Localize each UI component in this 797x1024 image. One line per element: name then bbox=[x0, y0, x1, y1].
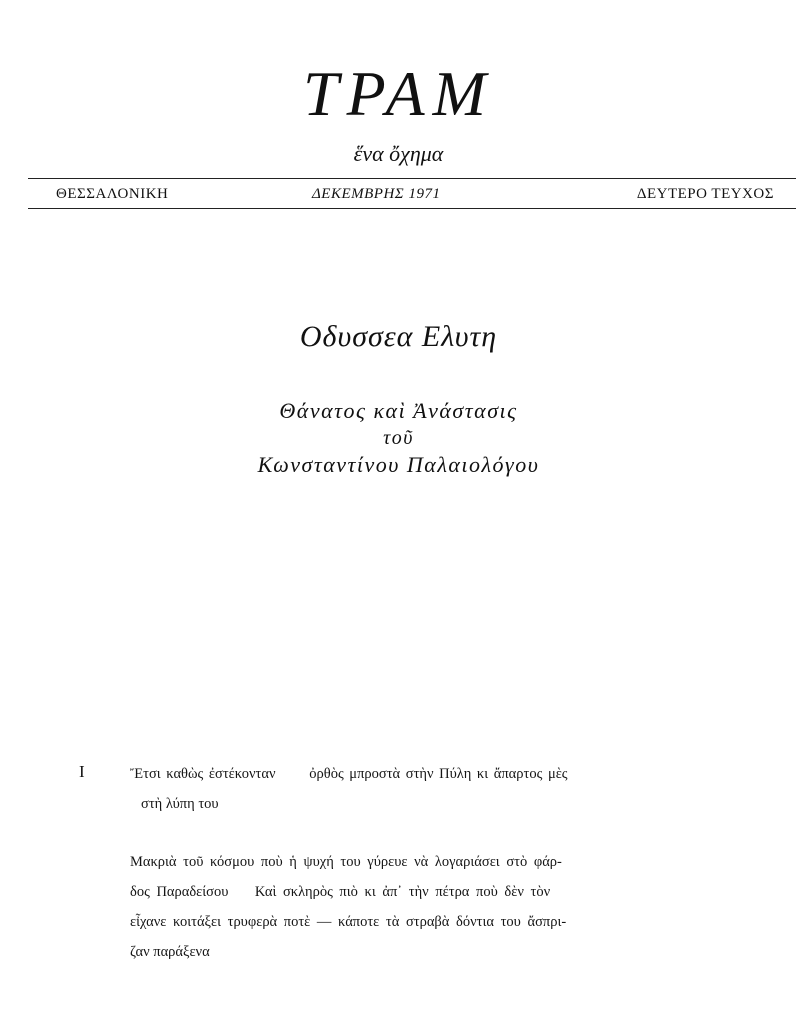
masthead-city: ΘΕΣΣΑΛΟΝΙΚΗ bbox=[56, 186, 169, 202]
magazine-title: ΤΡΑΜ bbox=[303, 58, 494, 129]
author-name: Οδυσσεα Ελυτη bbox=[299, 320, 498, 353]
poem-line: δος Παραδείσου Καὶ σκληρὸς πιὸ κι ἀπ᾿ τὴν πέτρα ποὺ δὲν τὸν bbox=[130, 884, 551, 900]
masthead-info-bar bbox=[50, 184, 774, 204]
masthead-issue: ΔΕΥΤΕΡΟ ΤΕΥΧΟΣ bbox=[636, 186, 774, 202]
masthead-rule-bottom bbox=[28, 208, 796, 209]
poem-line: Ἔτσι καθὼς ἐστέκονταν ὀρθὸς μπροστὰ στὴν Πύλη κι ἄπαρτος μὲς bbox=[130, 766, 568, 782]
poem-line: ζαν παράξενα bbox=[130, 944, 210, 960]
poem-line: Μακριὰ τοῦ κόσμου ποὺ ἡ ψυχή του γύρευε νὰ λογαριάσει στὸ φάρ- bbox=[130, 854, 562, 870]
masthead-rule-top bbox=[28, 178, 796, 179]
section-numeral: I bbox=[79, 762, 85, 781]
magazine-subtitle: ἕνα ὄχημα bbox=[353, 141, 444, 166]
poem-title-line-3: Κωνσταντίνου Παλαιολόγου bbox=[257, 452, 540, 477]
poem-title-line-1: Θάνατος καὶ Ἀνάστασις bbox=[279, 398, 518, 423]
poem-line: στὴ λύπη του bbox=[141, 796, 219, 812]
masthead-date: ΔΕΚΕΜΒΡΗΣ 1971 bbox=[312, 186, 441, 202]
poem-title-line-2: τοῦ bbox=[383, 427, 414, 449]
poem-line: εἶχανε κοιτάξει τρυφερὰ ποτὲ — κάποτε τὰ στραβὰ δόντια του ἄσπρι- bbox=[130, 914, 567, 930]
